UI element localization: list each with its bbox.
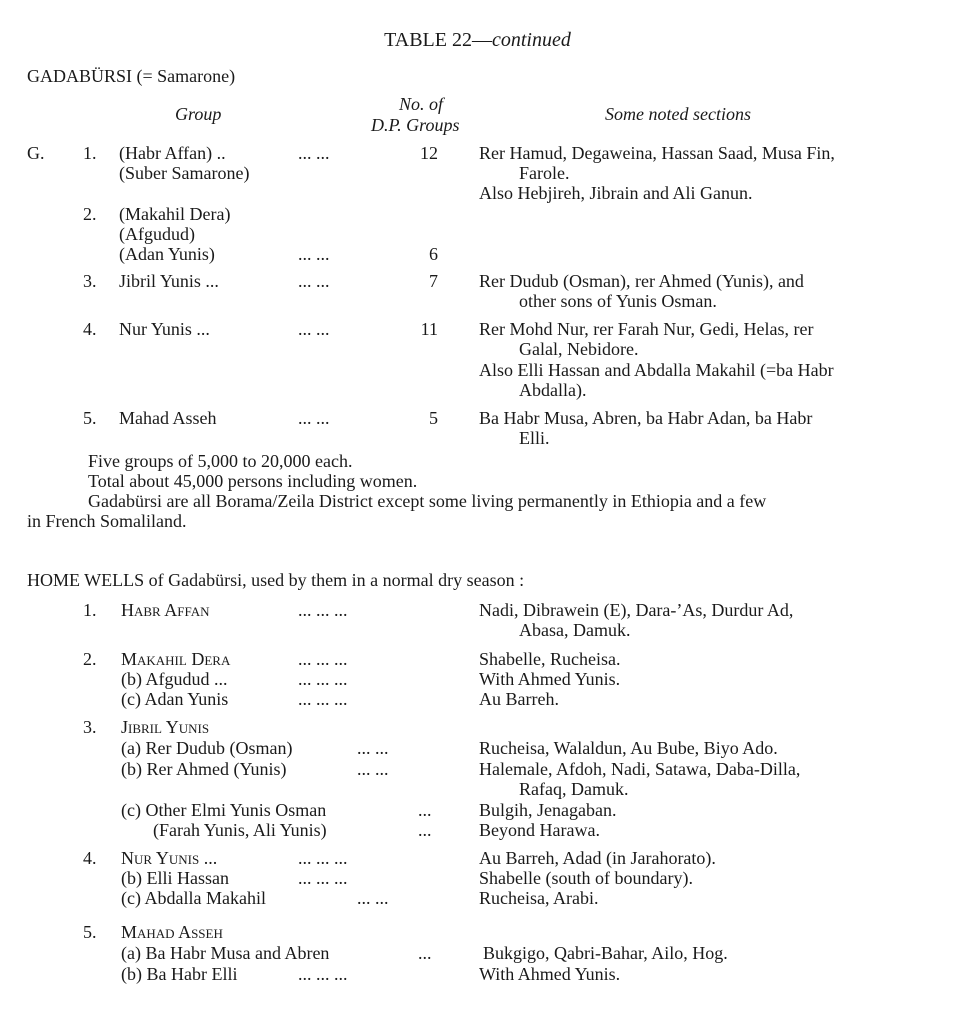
row-number: 5. — [83, 408, 97, 428]
wells-text: With Ahmed Yunis. — [479, 964, 621, 984]
section-text: Abdalla). — [519, 380, 587, 400]
group-name: (Habr Affan) .. — [119, 143, 226, 163]
wells-text: Bulgih, Jenagaban. — [479, 800, 617, 820]
section-heading-gadabursi: GADABÜRSI (= Samarone) — [27, 66, 236, 86]
column-header-no-line1: No. of — [399, 94, 444, 114]
leader-dots: ... — [418, 820, 432, 840]
entry-label: (a) Rer Dudub (Osman) — [121, 738, 293, 758]
group-count: 7 — [429, 271, 438, 291]
row-number: 2. — [83, 204, 97, 224]
column-header-group: Group — [175, 104, 222, 124]
note-text: Five groups of 5,000 to 20,000 each. — [88, 451, 353, 471]
entry-label: (c) Abdalla Makahil — [121, 888, 266, 908]
group-name: Nur Yunis ... — [119, 319, 210, 339]
leader-dots: ... — [418, 943, 432, 963]
leader-dots: ... ... ... — [298, 600, 348, 620]
leader-dots: ... ... — [298, 271, 330, 291]
entry-label: (b) Afgudud ... — [121, 669, 228, 689]
group-name: Mahad Asseh — [119, 408, 217, 428]
leader-dots: ... ... ... — [298, 649, 348, 669]
section-text: Rer Dudub (Osman), rer Ahmed (Yunis), and — [479, 271, 804, 291]
table-title: TABLE 22—continued — [384, 29, 571, 51]
wells-text: Abasa, Damuk. — [519, 620, 631, 640]
leader-dots: ... — [418, 800, 432, 820]
leader-dots: ... ... — [298, 143, 330, 163]
wells-text: Rafaq, Damuk. — [519, 779, 629, 799]
leader-dots: ... ... ... — [298, 964, 348, 984]
entry-number: 4. — [83, 848, 97, 868]
leader-dots: ... ... ... — [298, 868, 348, 888]
wells-text: With Ahmed Yunis. — [479, 669, 621, 689]
row-number: 3. — [83, 271, 97, 291]
leader-dots: ... ... — [357, 888, 389, 908]
wells-text: Au Barreh, Adad (in Jarahorato). — [479, 848, 716, 868]
entry-number: 2. — [83, 649, 97, 669]
entry-number: 3. — [83, 717, 97, 737]
note-text: Total about 45,000 persons including women. — [88, 471, 418, 491]
section-text: Rer Hamud, Degaweina, Hassan Saad, Musa Fin, — [479, 143, 835, 163]
row-number: 1. — [83, 143, 97, 163]
entry-label: (c) Adan Yunis — [121, 689, 229, 709]
group-count: 6 — [429, 244, 438, 264]
leader-dots: ... ... ... — [298, 669, 348, 689]
column-header-sections: Some noted sections — [605, 104, 751, 124]
section-text: Elli. — [519, 428, 550, 448]
entry-label: Habr Affan — [121, 600, 210, 620]
group-count: 5 — [429, 408, 438, 428]
leader-dots: ... ... — [298, 244, 330, 264]
entry-label: (c) Other Elmi Yunis Osman — [121, 800, 327, 820]
group-name: Jibril Yunis ... — [119, 271, 219, 291]
leader-dots: ... ... — [357, 759, 389, 779]
wells-text: Au Barreh. — [479, 689, 559, 709]
group-count: 12 — [420, 143, 438, 163]
entry-label: (Farah Yunis, Ali Yunis) — [153, 820, 327, 840]
column-header-no-line2: D.P. Groups — [371, 115, 460, 135]
wells-text: Nadi, Dibrawein (E), Dara-’As, Durdur Ad, — [479, 600, 794, 620]
entry-number: 1. — [83, 600, 97, 620]
entry-label: (b) Rer Ahmed (Yunis) — [121, 759, 287, 779]
leader-dots: ... ... — [357, 738, 389, 758]
entry-label: Jibril Yunis — [121, 717, 210, 737]
leader-dots: ... ... — [298, 408, 330, 428]
wells-text: Rucheisa, Arabi. — [479, 888, 599, 908]
note-text: in French Somaliland. — [27, 511, 187, 531]
section-text: Also Hebjireh, Jibrain and Ali Ganun. — [479, 183, 753, 203]
wells-text: Rucheisa, Walaldun, Au Bube, Biyo Ado. — [479, 738, 778, 758]
group-name: (Makahil Dera) — [119, 204, 231, 224]
row-number: 4. — [83, 319, 97, 339]
leader-dots: ... ... ... — [298, 848, 348, 868]
entry-label: Nur Yunis ... — [121, 848, 218, 868]
entry-label: (b) Elli Hassan — [121, 868, 229, 888]
wells-text: Halemale, Afdoh, Nadi, Satawa, Daba-Dilla, — [479, 759, 801, 779]
section-text: Also Elli Hassan and Abdalla Makahil (=ba Habr — [479, 360, 834, 380]
leader-dots: ... ... ... — [298, 689, 348, 709]
entry-label: Mahad Asseh — [121, 922, 223, 942]
group-prefix: G. — [27, 143, 45, 163]
section-text: Galal, Nebidore. — [519, 339, 639, 359]
section-text: Rer Mohd Nur, rer Farah Nur, Gedi, Helas, rer — [479, 319, 814, 339]
entry-label: (a) Ba Habr Musa and Abren — [121, 943, 330, 963]
section-text: Farole. — [519, 163, 570, 183]
group-count: 11 — [420, 319, 438, 339]
entry-label: (b) Ba Habr Elli — [121, 964, 238, 984]
entry-label: Makahil Dera — [121, 649, 231, 669]
wells-text: Shabelle (south of boundary). — [479, 868, 693, 888]
wells-text: Bukgigo, Qabri-Bahar, Ailo, Hog. — [483, 943, 728, 963]
wells-text: Beyond Harawa. — [479, 820, 600, 840]
note-text: Gadabürsi are all Borama/Zeila District except some living permanently in Ethiopia and a few — [88, 491, 767, 511]
leader-dots: ... ... — [298, 319, 330, 339]
section-heading-home-wells: HOME WELLS of Gadabürsi, used by them in a normal dry season : — [27, 570, 525, 590]
entry-number: 5. — [83, 922, 97, 942]
section-text: Ba Habr Musa, Abren, ba Habr Adan, ba Habr — [479, 408, 813, 428]
group-name: (Suber Samarone) — [119, 163, 250, 183]
wells-text: Shabelle, Rucheisa. — [479, 649, 621, 669]
group-name: (Afgudud) — [119, 224, 195, 244]
group-name: (Adan Yunis) — [119, 244, 215, 264]
section-text: other sons of Yunis Osman. — [519, 291, 717, 311]
